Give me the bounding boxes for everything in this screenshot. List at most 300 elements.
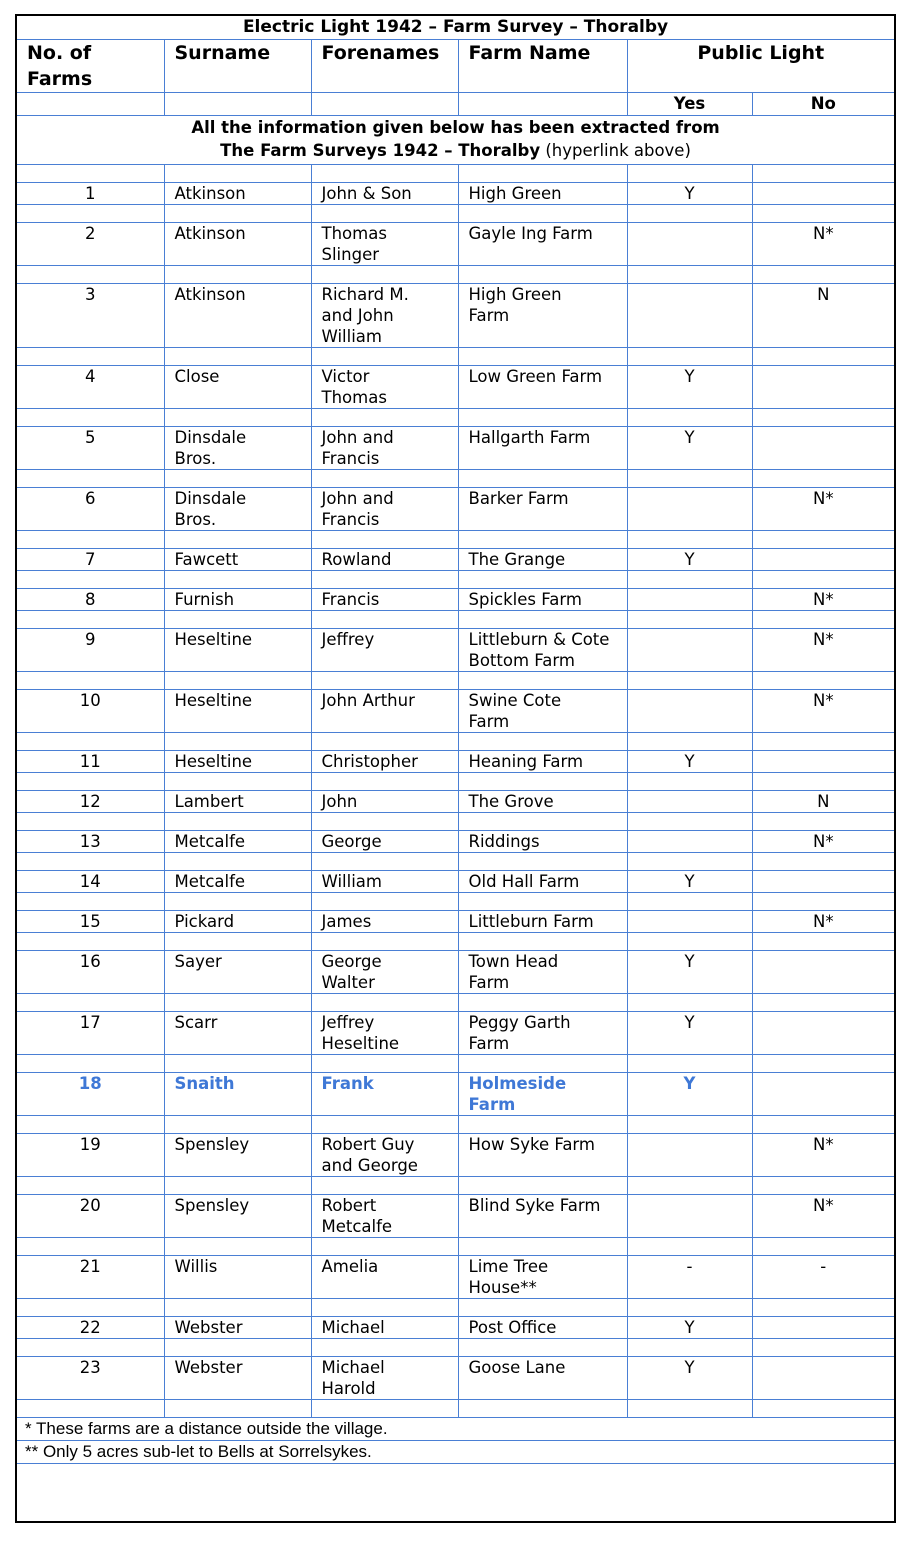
public-light-no: N*: [752, 589, 894, 611]
farm-number: 5: [17, 427, 164, 470]
public-light-no: N*: [752, 488, 894, 531]
surname-cell: Webster: [164, 1357, 311, 1400]
spacer-cell: [311, 1339, 458, 1357]
spacer-cell: [164, 531, 311, 549]
farm-number: 12: [17, 791, 164, 813]
table-row: [17, 791, 894, 813]
forenames-cell: Robert Guy and George: [311, 1134, 458, 1177]
spacer-cell: [311, 611, 458, 629]
spacer-cell: [752, 1238, 894, 1256]
spacer-cell: [458, 266, 627, 284]
table-row: [17, 183, 894, 205]
spacer-cell: [164, 1116, 311, 1134]
spacer-cell: [458, 1238, 627, 1256]
spacer-cell: [752, 1055, 894, 1073]
spacer-cell: [17, 1400, 164, 1418]
spacer-cell: [311, 893, 458, 911]
public-light-yes: Y: [627, 1073, 752, 1116]
farm-number: 10: [17, 690, 164, 733]
forenames-cell: Victor Thomas: [311, 366, 458, 409]
surname-cell: Snaith: [164, 1073, 311, 1116]
subheader-blank-cell: [17, 93, 164, 116]
spacer-cell: [458, 205, 627, 223]
spacer-cell: [627, 994, 752, 1012]
public-light-yes: [627, 911, 752, 933]
spacer-cell: [458, 1177, 627, 1195]
forenames-cell: Michael: [311, 1317, 458, 1339]
spacer-cell: [311, 531, 458, 549]
spacer-cell: [627, 813, 752, 831]
public-light-yes: [627, 1134, 752, 1177]
spacer-cell: [627, 773, 752, 791]
subheader-blank-cell: [311, 93, 458, 116]
surname-cell: Close: [164, 366, 311, 409]
header-farm-name: Farm Name: [458, 40, 627, 93]
table-row: [17, 427, 894, 470]
spacer-cell: [458, 1299, 627, 1317]
farm-number: 15: [17, 911, 164, 933]
spacer-cell: [17, 1177, 164, 1195]
spacer-cell: [17, 933, 164, 951]
spacer-cell: [627, 611, 752, 629]
surname-cell: Dinsdale Bros.: [164, 427, 311, 470]
spacer-cell: [311, 1177, 458, 1195]
surname-cell: Atkinson: [164, 284, 311, 348]
public-light-no: [752, 1012, 894, 1055]
spacer-cell: [627, 1177, 752, 1195]
public-light-yes: [627, 1195, 752, 1238]
table-row: [17, 1134, 894, 1177]
forenames-cell: Frank: [311, 1073, 458, 1116]
table-row: [17, 831, 894, 853]
spacer-cell: [458, 409, 627, 427]
spacer-cell: [311, 672, 458, 690]
intro-note: [17, 116, 894, 165]
farm-name-cell: Littleburn Farm: [458, 911, 627, 933]
spacer-cell: [311, 1055, 458, 1073]
surname-cell: Heseltine: [164, 690, 311, 733]
spacer-cell: [17, 813, 164, 831]
public-light-yes: Y: [627, 871, 752, 893]
farm-number: 9: [17, 629, 164, 672]
spacer-cell: [164, 266, 311, 284]
surname-cell: Pickard: [164, 911, 311, 933]
spacer-cell: [311, 813, 458, 831]
surname-cell: Heseltine: [164, 751, 311, 773]
forenames-cell: John Arthur: [311, 690, 458, 733]
public-light-no: -: [752, 1256, 894, 1299]
forenames-cell: Rowland: [311, 549, 458, 571]
spacer-cell: [164, 1339, 311, 1357]
public-light-yes: -: [627, 1256, 752, 1299]
spacer-cell: [458, 1055, 627, 1073]
spacer-cell: [164, 611, 311, 629]
farm-name-cell: Heaning Farm: [458, 751, 627, 773]
spacer-cell: [458, 733, 627, 751]
table-row: [17, 284, 894, 348]
farm-survey-table: [17, 16, 894, 1464]
spacer-cell: [458, 853, 627, 871]
survey-sheet: [15, 14, 896, 1523]
spacer-cell: [627, 266, 752, 284]
public-light-no: [752, 366, 894, 409]
subheader-blank-cell: [164, 93, 311, 116]
spacer-cell: [17, 853, 164, 871]
spacer-cell: [164, 672, 311, 690]
spacer-cell: [164, 933, 311, 951]
table-row: [17, 1195, 894, 1238]
spacer-cell: [627, 893, 752, 911]
public-light-yes: [627, 629, 752, 672]
forenames-cell: Michael Harold: [311, 1357, 458, 1400]
spacer-cell: [311, 409, 458, 427]
public-light-no: N*: [752, 1134, 894, 1177]
table-row: [17, 629, 894, 672]
spacer-cell: [17, 1055, 164, 1073]
farm-number: 3: [17, 284, 164, 348]
farm-number: 23: [17, 1357, 164, 1400]
spacer-cell: [458, 1400, 627, 1418]
spacer-cell: [627, 531, 752, 549]
spacer-cell: [311, 933, 458, 951]
public-light-no: N*: [752, 629, 894, 672]
public-light-no: [752, 871, 894, 893]
spacer-cell: [311, 571, 458, 589]
farm-name-cell: The Grange: [458, 549, 627, 571]
surname-cell: Metcalfe: [164, 831, 311, 853]
farm-name-cell: Low Green Farm: [458, 366, 627, 409]
public-light-yes: [627, 690, 752, 733]
spacer-cell: [311, 773, 458, 791]
spacer-cell: [164, 853, 311, 871]
forenames-cell: George: [311, 831, 458, 853]
public-light-yes: Y: [627, 366, 752, 409]
spacer-cell: [752, 853, 894, 871]
spacer-cell: [17, 994, 164, 1012]
surname-cell: Heseltine: [164, 629, 311, 672]
spacer-cell: [17, 611, 164, 629]
spacer-cell: [311, 994, 458, 1012]
farm-number: 22: [17, 1317, 164, 1339]
spacer-cell: [164, 994, 311, 1012]
farm-number: 20: [17, 1195, 164, 1238]
public-light-yes: Y: [627, 1357, 752, 1400]
public-light-no: [752, 183, 894, 205]
spacer-cell: [311, 853, 458, 871]
public-light-no: [752, 1073, 894, 1116]
spacer-cell: [17, 773, 164, 791]
farm-name-cell: Barker Farm: [458, 488, 627, 531]
spacer-cell: [458, 672, 627, 690]
spacer-cell: [752, 1177, 894, 1195]
farm-number: 1: [17, 183, 164, 205]
spacer-cell: [627, 205, 752, 223]
spacer-cell: [164, 470, 311, 488]
public-light-no: N: [752, 791, 894, 813]
spacer-cell: [311, 1400, 458, 1418]
table-row: [17, 1256, 894, 1299]
public-light-yes: Y: [627, 1012, 752, 1055]
spacer-cell: [752, 531, 894, 549]
public-light-yes: [627, 223, 752, 266]
spacer-cell: [164, 348, 311, 366]
public-light-yes: [627, 284, 752, 348]
farm-name-cell: Lime Tree House**: [458, 1256, 627, 1299]
public-light-yes: Y: [627, 427, 752, 470]
public-light-yes: Y: [627, 951, 752, 994]
spacer-cell: [752, 1339, 894, 1357]
spacer-cell: [164, 1238, 311, 1256]
spacer-cell: [627, 1339, 752, 1357]
spacer-cell: [458, 813, 627, 831]
forenames-cell: George Walter: [311, 951, 458, 994]
spacer-cell: [752, 1299, 894, 1317]
footnote: ** Only 5 acres sub-let to Bells at Sorrelsykes.: [17, 1441, 894, 1464]
public-light-no: N*: [752, 1195, 894, 1238]
forenames-cell: William: [311, 871, 458, 893]
table-row: [17, 690, 894, 733]
forenames-cell: John & Son: [311, 183, 458, 205]
spacer-cell: [458, 893, 627, 911]
farm-name-cell: Gayle Ing Farm: [458, 223, 627, 266]
public-light-no: N*: [752, 223, 894, 266]
spacer-cell: [164, 1177, 311, 1195]
spacer-cell: [458, 531, 627, 549]
spacer-cell: [164, 893, 311, 911]
spacer-cell: [752, 348, 894, 366]
subheader-blank-cell: [458, 93, 627, 116]
surname-cell: Dinsdale Bros.: [164, 488, 311, 531]
spacer-cell: [752, 205, 894, 223]
spacer-cell: [164, 409, 311, 427]
farm-name-cell: How Syke Farm: [458, 1134, 627, 1177]
spacer-cell: [458, 1339, 627, 1357]
farm-number: 16: [17, 951, 164, 994]
table-row: [17, 871, 894, 893]
spacer-cell: [17, 531, 164, 549]
surname-cell: Furnish: [164, 589, 311, 611]
spacer-cell: [627, 348, 752, 366]
spacer-cell: [17, 266, 164, 284]
spacer-cell: [17, 672, 164, 690]
forenames-cell: Jeffrey: [311, 629, 458, 672]
forenames-cell: Francis: [311, 589, 458, 611]
spacer-cell: [458, 348, 627, 366]
table-row: [17, 1073, 894, 1116]
public-light-yes: [627, 831, 752, 853]
table-row: [17, 911, 894, 933]
spacer-cell: [627, 672, 752, 690]
spacer-cell: [752, 813, 894, 831]
spacer-cell: [164, 1400, 311, 1418]
spacer-cell: [458, 611, 627, 629]
spacer-cell: [17, 571, 164, 589]
spacer-cell: [752, 571, 894, 589]
public-light-no: N*: [752, 690, 894, 733]
spacer-cell: [627, 165, 752, 183]
public-light-yes: [627, 791, 752, 813]
spacer-cell: [164, 205, 311, 223]
public-light-no: N*: [752, 911, 894, 933]
spacer-cell: [17, 1238, 164, 1256]
spacer-cell: [164, 773, 311, 791]
farm-number: 7: [17, 549, 164, 571]
table-row: [17, 488, 894, 531]
farm-name-cell: Littleburn & Cote Bottom Farm: [458, 629, 627, 672]
spacer-cell: [17, 205, 164, 223]
intro-survey-link[interactable]: The Farm Surveys 1942 – Thoralby: [220, 141, 541, 160]
farm-number: 19: [17, 1134, 164, 1177]
public-light-no: [752, 549, 894, 571]
spacer-cell: [311, 733, 458, 751]
spacer-cell: [627, 571, 752, 589]
farm-number: 17: [17, 1012, 164, 1055]
forenames-cell: John and Francis: [311, 488, 458, 531]
spacer-cell: [311, 348, 458, 366]
spacer-cell: [458, 470, 627, 488]
forenames-cell: John: [311, 791, 458, 813]
spacer-cell: [17, 893, 164, 911]
table-row: [17, 951, 894, 994]
farm-name-cell: Old Hall Farm: [458, 871, 627, 893]
header-public-light: Public Light: [627, 40, 894, 93]
farm-name-cell: Swine Cote Farm: [458, 690, 627, 733]
public-light-no: N: [752, 284, 894, 348]
table-row: [17, 751, 894, 773]
spacer-cell: [627, 470, 752, 488]
header-yes: Yes: [627, 93, 752, 116]
public-light-yes: Y: [627, 183, 752, 205]
spacer-cell: [627, 1116, 752, 1134]
farm-name-cell: Riddings: [458, 831, 627, 853]
table-row: [17, 1012, 894, 1055]
spacer-cell: [752, 1116, 894, 1134]
spacer-cell: [627, 409, 752, 427]
surname-cell: Fawcett: [164, 549, 311, 571]
farm-number: 21: [17, 1256, 164, 1299]
farm-name-cell: Goose Lane: [458, 1357, 627, 1400]
table-row: [17, 1317, 894, 1339]
spacer-cell: [164, 571, 311, 589]
surname-cell: Spensley: [164, 1134, 311, 1177]
spacer-cell: [311, 470, 458, 488]
farm-number: 2: [17, 223, 164, 266]
spacer-cell: [17, 1299, 164, 1317]
public-light-no: [752, 1317, 894, 1339]
header-forenames: Forenames: [311, 40, 458, 93]
forenames-cell: James: [311, 911, 458, 933]
intro-line-2-suffix: (hyperlink above): [540, 141, 691, 160]
spacer-cell: [164, 1055, 311, 1073]
public-light-yes: [627, 589, 752, 611]
public-light-yes: Y: [627, 549, 752, 571]
forenames-cell: John and Francis: [311, 427, 458, 470]
spacer-cell: [627, 1299, 752, 1317]
spacer-cell: [752, 409, 894, 427]
surname-cell: Scarr: [164, 1012, 311, 1055]
farm-number: 18: [17, 1073, 164, 1116]
spacer-cell: [17, 348, 164, 366]
surname-cell: Lambert: [164, 791, 311, 813]
table-row: [17, 223, 894, 266]
spacer-cell: [752, 994, 894, 1012]
spacer-cell: [627, 853, 752, 871]
spacer-cell: [311, 1116, 458, 1134]
spacer-cell: [164, 1299, 311, 1317]
spacer-cell: [458, 933, 627, 951]
spacer-cell: [311, 266, 458, 284]
spacer-cell: [311, 165, 458, 183]
forenames-cell: Thomas Slinger: [311, 223, 458, 266]
spacer-cell: [458, 165, 627, 183]
spacer-cell: [752, 611, 894, 629]
spacer-cell: [311, 205, 458, 223]
public-light-yes: [627, 488, 752, 531]
farm-number: 8: [17, 589, 164, 611]
spacer-cell: [17, 1116, 164, 1134]
forenames-cell: Christopher: [311, 751, 458, 773]
surname-cell: Webster: [164, 1317, 311, 1339]
spacer-cell: [627, 1400, 752, 1418]
public-light-no: [752, 1357, 894, 1400]
table-row: [17, 366, 894, 409]
farm-name-cell: Holmeside Farm: [458, 1073, 627, 1116]
public-light-yes: Y: [627, 751, 752, 773]
header-surname: Surname: [164, 40, 311, 93]
public-light-no: [752, 951, 894, 994]
farm-name-cell: Post Office: [458, 1317, 627, 1339]
public-light-no: N*: [752, 831, 894, 853]
farm-number: 11: [17, 751, 164, 773]
spacer-cell: [17, 470, 164, 488]
spacer-cell: [311, 1299, 458, 1317]
spacer-cell: [752, 773, 894, 791]
spacer-cell: [17, 733, 164, 751]
spacer-cell: [752, 1400, 894, 1418]
spacer-cell: [752, 470, 894, 488]
spacer-cell: [752, 672, 894, 690]
farm-number: 6: [17, 488, 164, 531]
surname-cell: Willis: [164, 1256, 311, 1299]
spacer-cell: [627, 933, 752, 951]
spacer-cell: [752, 266, 894, 284]
footnote: * These farms are a distance outside the village.: [17, 1418, 894, 1441]
spacer-cell: [752, 733, 894, 751]
farm-name-cell: Hallgarth Farm: [458, 427, 627, 470]
forenames-cell: Richard M. and John William: [311, 284, 458, 348]
farm-name-cell: Town Head Farm: [458, 951, 627, 994]
surname-cell: Metcalfe: [164, 871, 311, 893]
table-row: [17, 1357, 894, 1400]
spacer-cell: [627, 1238, 752, 1256]
table-row: [17, 589, 894, 611]
table-row: [17, 549, 894, 571]
forenames-cell: Amelia: [311, 1256, 458, 1299]
spacer-cell: [17, 409, 164, 427]
farm-name-cell: High Green: [458, 183, 627, 205]
farm-name-cell: The Grove: [458, 791, 627, 813]
header-no: No: [752, 93, 894, 116]
spacer-cell: [164, 733, 311, 751]
forenames-cell: Jeffrey Heseltine: [311, 1012, 458, 1055]
spacer-cell: [17, 165, 164, 183]
spacer-cell: [458, 571, 627, 589]
spacer-cell: [627, 1055, 752, 1073]
spacer-cell: [164, 813, 311, 831]
forenames-cell: Robert Metcalfe: [311, 1195, 458, 1238]
spacer-cell: [458, 994, 627, 1012]
surname-cell: Atkinson: [164, 183, 311, 205]
